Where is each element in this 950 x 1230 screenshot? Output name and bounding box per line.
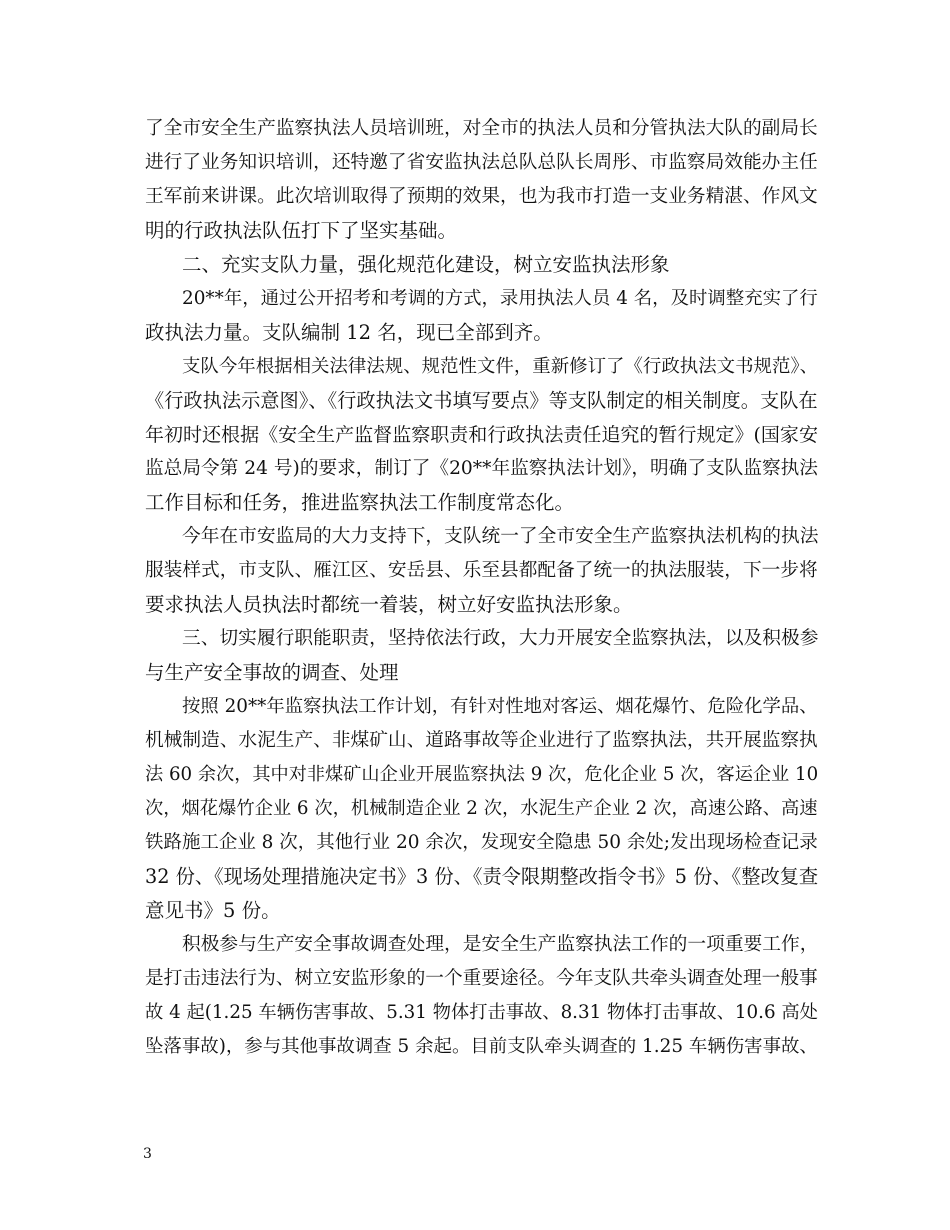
text-line-28: 坠落事故)，参与其他事故调查 5 余起。目前支队牵头调查的 1.25 车辆伤害事故、 bbox=[145, 1036, 818, 1057]
text-line-23: 32 份、《现场处理措施决定书》3 份、《责令限期整改指令书》5 份、《整改复查 bbox=[145, 865, 819, 888]
text-line-14: 服装样式，市支队、雁江区、安岳县、乐至县都配备了统一的执法服装，下一步将 bbox=[145, 560, 818, 581]
text-line-2: 进行了业务知识培训，还特邀了省安监执法总队总队长周彤、市监察局效能办主任 bbox=[145, 152, 818, 173]
text-line-25: 积极参与生产安全事故调查处理，是安全生产监察执法工作的一项重要工作， bbox=[182, 934, 819, 955]
text-line-18: 按照 20**年监察执法工作计划，有针对性地对客运、烟花爆竹、危险化学品、 bbox=[182, 696, 818, 717]
text-line-10: 年初时还根据《安全生产监督监察职责和行政执法责任追究的暂行规定》(国家安 bbox=[145, 424, 818, 446]
text-line-27: 故 4 起(1.25 车辆伤害事故、5.31 物体打击事故、8.31 物体打击事故、10.6 高处 bbox=[145, 1002, 818, 1023]
section-heading-2: 二、充实支队力量，强化规范化建设，树立安监执法形象 bbox=[182, 253, 670, 276]
text-line-4: 明的行政执法队伍打下了坚实基础。 bbox=[145, 219, 458, 242]
text-line-9: 《行政执法示意图》、《行政执法文书填写要点》等支队制定的相关制度。支队在 bbox=[145, 389, 818, 412]
text-line-11: 监总局令第 24 号)的要求，制订了《20**年监察执法计划》，明确了支队监察执法 bbox=[145, 458, 818, 479]
text-line-21: 次，烟花爆竹企业 6 次，机械制造企业 2 次，水泥生产企业 2 次，高速公路、高速 bbox=[145, 798, 818, 819]
text-line-1: 了全市安全生产监察执法人员培训班，对全市的执法人员和分管执法大队的副局长 bbox=[145, 118, 818, 139]
page-number: 3 bbox=[143, 1146, 152, 1162]
text-line-13: 今年在市安监局的大力支持下，支队统一了全市安全生产监察执法机构的执法 bbox=[182, 526, 819, 547]
text-line-15: 要求执法人员执法时都统一着装，树立好安监执法形象。 bbox=[145, 593, 633, 616]
text-line-6: 20**年，通过公开招考和考调的方式，录用执法人员 4 名，及时调整充实了行 bbox=[182, 288, 818, 309]
text-line-22: 铁路施工企业 8 次，其他行业 20 余次，发现安全隐患 50 余处;发出现场检查记录 bbox=[145, 832, 818, 853]
text-line-8: 支队今年根据相关法律法规、规范性文件，重新修订了《行政执法文书规范》、 bbox=[182, 356, 819, 377]
text-line-20: 法 60 余次，其中对非煤矿山企业开展监察执法 9 次，危化企业 5 次，客运企业 10 bbox=[145, 764, 819, 785]
text-line-7: 政执法力量。支队编制 12 名，现已全部到齐。 bbox=[145, 321, 553, 344]
text-line-24: 意见书》5 份。 bbox=[145, 899, 281, 922]
text-line-3: 王军前来讲课。此次培训取得了预期的效果，也为我市打造一支业务精湛、作风文 bbox=[145, 186, 818, 207]
text-line-19: 机械制造、水泥生产、非煤矿山、道路事故等企业进行了监察执法，共开展监察执 bbox=[145, 730, 818, 751]
text-line-12: 工作目标和任务，推进监察执法工作制度常态化。 bbox=[145, 491, 575, 514]
text-line-26: 是打击违法行为、树立安监形象的一个重要途径。今年支队共牵头调查处理一般事 bbox=[145, 968, 818, 989]
section-heading-3-cont: 与生产安全事故的调查、处理 bbox=[145, 661, 399, 684]
section-heading-3: 三、切实履行职能职责，坚持依法行政，大力开展安全监察执法，以及积极参 bbox=[182, 628, 819, 649]
